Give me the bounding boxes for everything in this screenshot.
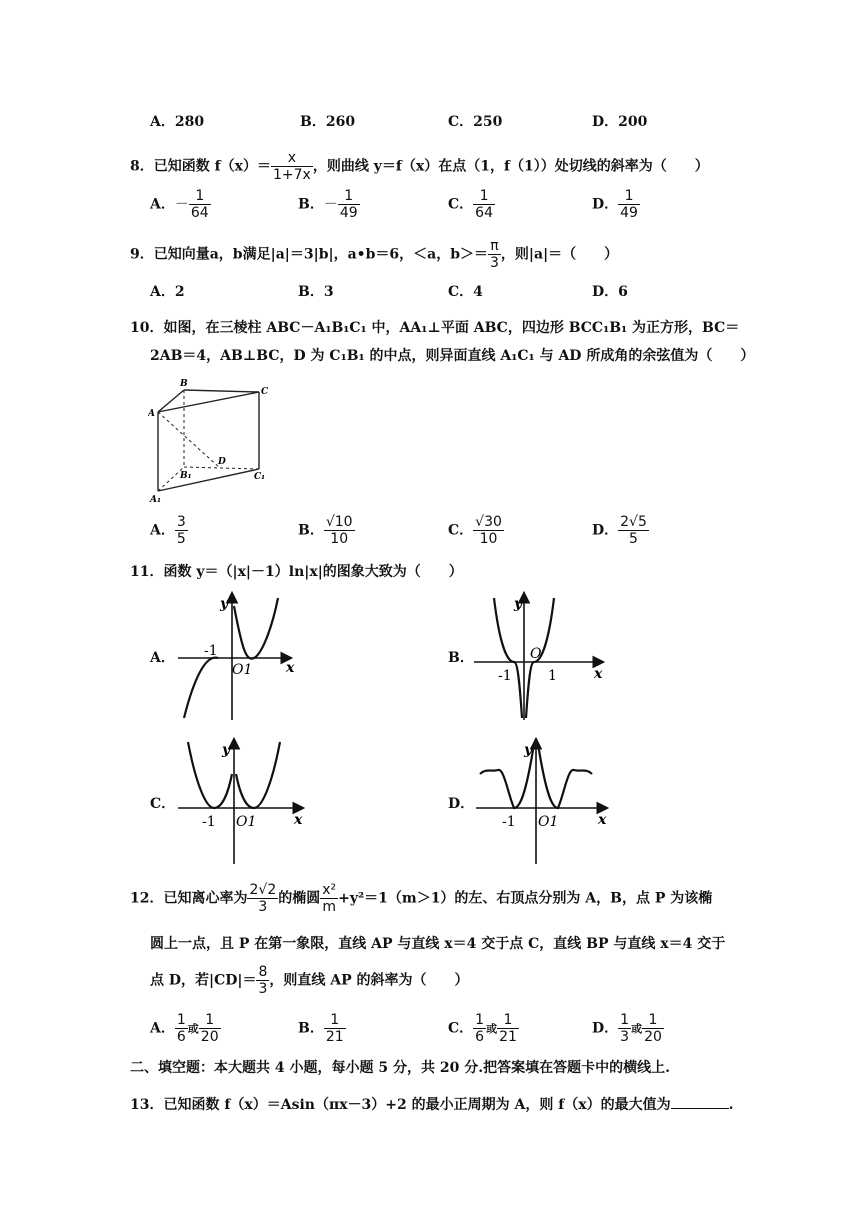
q12-option-b bbox=[298, 1012, 346, 1045]
q12-c-frac2 bbox=[497, 1012, 519, 1045]
question-9 bbox=[130, 238, 618, 271]
question-8 bbox=[130, 150, 709, 183]
q10-option-a bbox=[150, 514, 188, 547]
q8-prefix: 8．已知函数 f（x）＝ bbox=[130, 158, 271, 175]
q12-c-aden: 6 bbox=[475, 1029, 485, 1045]
graph-b-y-label: y bbox=[514, 596, 523, 612]
q8-d-label: D． bbox=[592, 196, 619, 213]
section-2-heading: 二、填空题：本大题共 4 小题，每小题 5 分，共 20 分.把答案填在答题卡中的横线上. bbox=[130, 1060, 670, 1076]
q12-ell-den: m bbox=[322, 899, 336, 915]
q7-option-c: C．250 bbox=[448, 114, 503, 130]
graph-d-o1: O1 bbox=[538, 814, 559, 830]
q12-option-c bbox=[448, 1012, 519, 1045]
q10-b-num: √10 bbox=[325, 514, 353, 530]
question-13 bbox=[130, 1094, 734, 1115]
graph-a-o1: O1 bbox=[232, 662, 253, 678]
q8-option-d bbox=[592, 188, 640, 221]
q8-b-num: 1 bbox=[338, 188, 360, 205]
q9-option-b: B．3 bbox=[298, 284, 334, 300]
q7-option-d: D．200 bbox=[592, 114, 648, 130]
q12-cd-num: 8 bbox=[258, 964, 268, 980]
fig-label-a: A bbox=[148, 409, 155, 419]
q12-ell-num: x² bbox=[322, 882, 337, 898]
q12-option-a bbox=[150, 1012, 221, 1045]
q8-option-b bbox=[298, 188, 360, 221]
q12-e-den: 3 bbox=[258, 899, 268, 915]
q9-option-d: D．6 bbox=[592, 284, 628, 300]
q12-line3-suffix: ，则直线 AP 的斜率为（ ） bbox=[269, 972, 469, 989]
q12-line3-prefix: 点 D，若|CD|＝ bbox=[150, 972, 257, 989]
graph-d-y-label: y bbox=[524, 742, 533, 758]
q10-b-label: B． bbox=[298, 522, 324, 539]
q12-a-bnum: 1 bbox=[199, 1012, 221, 1029]
q12-ellipse-frac bbox=[320, 882, 338, 915]
graph-c-y-label: y bbox=[222, 742, 231, 758]
q12-cd-den: 3 bbox=[258, 981, 268, 997]
q12-d-bden: 20 bbox=[644, 1029, 662, 1045]
q8-fraction bbox=[271, 150, 313, 183]
q13-answer-blank bbox=[671, 1094, 729, 1109]
q8-d-frac bbox=[618, 188, 640, 221]
fig-label-c: C bbox=[261, 387, 269, 397]
graph-d bbox=[472, 734, 612, 866]
graph-b-x-label: x bbox=[594, 666, 603, 682]
graph-c bbox=[174, 734, 308, 866]
q8-frac-num: x bbox=[271, 150, 313, 167]
q10-option-d bbox=[592, 514, 649, 547]
q12-b-label: B． bbox=[298, 1020, 324, 1037]
q8-a-frac bbox=[189, 188, 211, 221]
q12-c-or: 或 bbox=[486, 1022, 498, 1036]
graph-b-one: 1 bbox=[548, 668, 557, 684]
question-11: 11．函数 y＝（|x|－1）ln|x|的图象大致为（ ） bbox=[130, 564, 463, 580]
q10-c-num: √30 bbox=[475, 514, 502, 530]
q8-c-label: C． bbox=[448, 196, 474, 213]
q12-e-frac bbox=[247, 882, 278, 915]
q12-d-label: D． bbox=[592, 1020, 619, 1037]
q10-a-label: A． bbox=[150, 522, 175, 539]
q12-e-num: 2√2 bbox=[249, 882, 277, 898]
q12-a-frac1 bbox=[175, 1012, 188, 1045]
q10-d-num: 2√5 bbox=[620, 514, 647, 530]
q12-d-bnum: 1 bbox=[642, 1012, 664, 1029]
graph-d-x-label: x bbox=[598, 812, 607, 828]
fig-label-b1: B₁ bbox=[180, 471, 192, 481]
q8-a-sign: － bbox=[174, 196, 189, 213]
q8-b-frac bbox=[338, 188, 360, 221]
q8-a-label: A． bbox=[150, 196, 175, 213]
q8-option-a bbox=[150, 188, 211, 221]
q12-mid1: 的椭圆 bbox=[278, 890, 321, 907]
q12-b-aden: 21 bbox=[325, 1029, 344, 1045]
fig-label-d: D bbox=[218, 457, 226, 467]
fig-label-a1: A₁ bbox=[150, 495, 161, 504]
prism-figure bbox=[148, 374, 278, 504]
q11-option-c-label: C． bbox=[150, 796, 176, 812]
q9-frac-den: 3 bbox=[489, 255, 499, 271]
q9-suffix: ，则|a|＝（ ） bbox=[500, 246, 619, 263]
q10-a-den: 5 bbox=[176, 531, 186, 547]
q10-d-frac bbox=[618, 514, 649, 547]
q12-c-anum: 1 bbox=[475, 1012, 485, 1028]
q12-line-3 bbox=[150, 964, 469, 997]
q12-d-aden: 3 bbox=[620, 1029, 630, 1045]
q10-b-den: 10 bbox=[330, 531, 349, 547]
q10-c-den: 10 bbox=[479, 531, 498, 547]
q12-line-2: 圆上一点，且 P 在第一象限，直线 AP 与直线 x＝4 交于点 C，直线 BP 与直线 x＝4 交于 bbox=[150, 936, 726, 952]
q12-a-or: 或 bbox=[187, 1022, 199, 1036]
q10-d-den: 5 bbox=[629, 531, 638, 547]
fig-label-c1: C₁ bbox=[254, 472, 266, 482]
graph-c-x-label: x bbox=[294, 812, 303, 828]
graph-c-neg1: -1 bbox=[202, 814, 216, 830]
q12-a-label: A． bbox=[150, 1020, 175, 1037]
graph-a-y-label: y bbox=[220, 596, 229, 612]
q12-b-frac1 bbox=[324, 1012, 346, 1045]
q8-a-den: 64 bbox=[190, 205, 209, 221]
q10-c-frac bbox=[473, 514, 504, 547]
q8-d-den: 49 bbox=[620, 205, 638, 221]
q8-b-label: B． bbox=[298, 196, 324, 213]
q12-a-bden: 20 bbox=[200, 1029, 219, 1045]
q8-c-den: 64 bbox=[475, 205, 493, 221]
q9-fraction bbox=[488, 238, 501, 271]
q12-a-anum: 1 bbox=[176, 1012, 186, 1028]
q9-text: 9．已知向量a，b满足|a|＝3|b|，a•b＝6，＜a，b＞＝ bbox=[130, 246, 488, 263]
q10-line-1: 10．如图，在三棱柱 ABC－A₁B₁C₁ 中，AA₁⊥平面 ABC，四边形 BCC₁B₁ 为正方形，BC＝ bbox=[130, 320, 740, 336]
q9-option-a: A．2 bbox=[150, 284, 185, 300]
q12-d-frac2 bbox=[642, 1012, 664, 1045]
q11-option-d-label: D． bbox=[448, 796, 475, 812]
q11-option-b-label: B． bbox=[448, 650, 474, 666]
q8-b-sign: － bbox=[323, 196, 338, 213]
q12-b-anum: 1 bbox=[324, 1012, 346, 1029]
q12-c-bden: 21 bbox=[499, 1029, 517, 1045]
q8-frac-den: 1+7x bbox=[272, 167, 311, 183]
q13-text: 13．已知函数 f（x）＝Asin（πx－3）+2 的最小正周期为 A，则 f（x）的最大值为 bbox=[130, 1097, 671, 1113]
q8-d-num: 1 bbox=[618, 188, 640, 205]
q12-cd-frac bbox=[256, 964, 269, 997]
q11-option-a-label: A． bbox=[150, 650, 175, 666]
q12-mid2: +y²＝1（m＞1）的左、右顶点分别为 A，B，点 P 为该椭 bbox=[338, 890, 713, 907]
q10-a-num: 3 bbox=[176, 514, 186, 530]
q12-c-frac1 bbox=[473, 1012, 486, 1045]
graph-a-neg1: -1 bbox=[204, 643, 218, 659]
q8-c-frac bbox=[473, 188, 495, 221]
q12-d-anum: 1 bbox=[620, 1012, 630, 1028]
q10-line-2: 2AB＝4，AB⊥BC，D 为 C₁B₁ 的中点，则异面直线 A₁C₁ 与 AD 所成角的余弦值为（ ） bbox=[150, 348, 755, 364]
graph-b-origin: O bbox=[530, 646, 542, 662]
q12-d-or: 或 bbox=[631, 1022, 643, 1036]
q8-suffix: ，则曲线 y＝f（x）在点（1，f（1））处切线的斜率为（ ） bbox=[312, 158, 709, 175]
q10-option-c bbox=[448, 514, 504, 547]
q9-frac-num: π bbox=[488, 238, 501, 255]
graph-d-neg1: -1 bbox=[502, 814, 516, 830]
q7-option-a: A．280 bbox=[150, 114, 205, 130]
q10-a-frac bbox=[175, 514, 188, 547]
q9-option-c: C．4 bbox=[448, 284, 483, 300]
graph-a bbox=[172, 588, 304, 722]
q8-a-num: 1 bbox=[189, 188, 211, 205]
q10-c-label: C． bbox=[448, 522, 474, 539]
q12-a-frac2 bbox=[199, 1012, 221, 1045]
graph-b bbox=[470, 588, 610, 722]
q8-b-den: 49 bbox=[339, 205, 358, 221]
q8-option-c bbox=[448, 188, 495, 221]
q10-b-frac bbox=[324, 514, 355, 547]
graph-b-neg1: -1 bbox=[498, 668, 512, 684]
q12-c-label: C． bbox=[448, 1020, 474, 1037]
q12-prefix: 12．已知离心率为 bbox=[130, 890, 248, 907]
graph-a-x-label: x bbox=[286, 660, 295, 676]
q12-option-d bbox=[592, 1012, 664, 1045]
q7-option-b: B．260 bbox=[300, 114, 356, 130]
graph-c-o1: O1 bbox=[236, 814, 257, 830]
fig-label-b: B bbox=[180, 379, 188, 389]
q12-line-1 bbox=[130, 882, 712, 915]
q12-a-aden: 6 bbox=[176, 1029, 186, 1045]
q10-option-b bbox=[298, 514, 355, 547]
q12-d-frac1 bbox=[618, 1012, 631, 1045]
q12-c-bnum: 1 bbox=[497, 1012, 519, 1029]
q10-d-label: D． bbox=[592, 522, 619, 539]
q13-end: . bbox=[728, 1097, 734, 1113]
q8-c-num: 1 bbox=[473, 188, 495, 205]
